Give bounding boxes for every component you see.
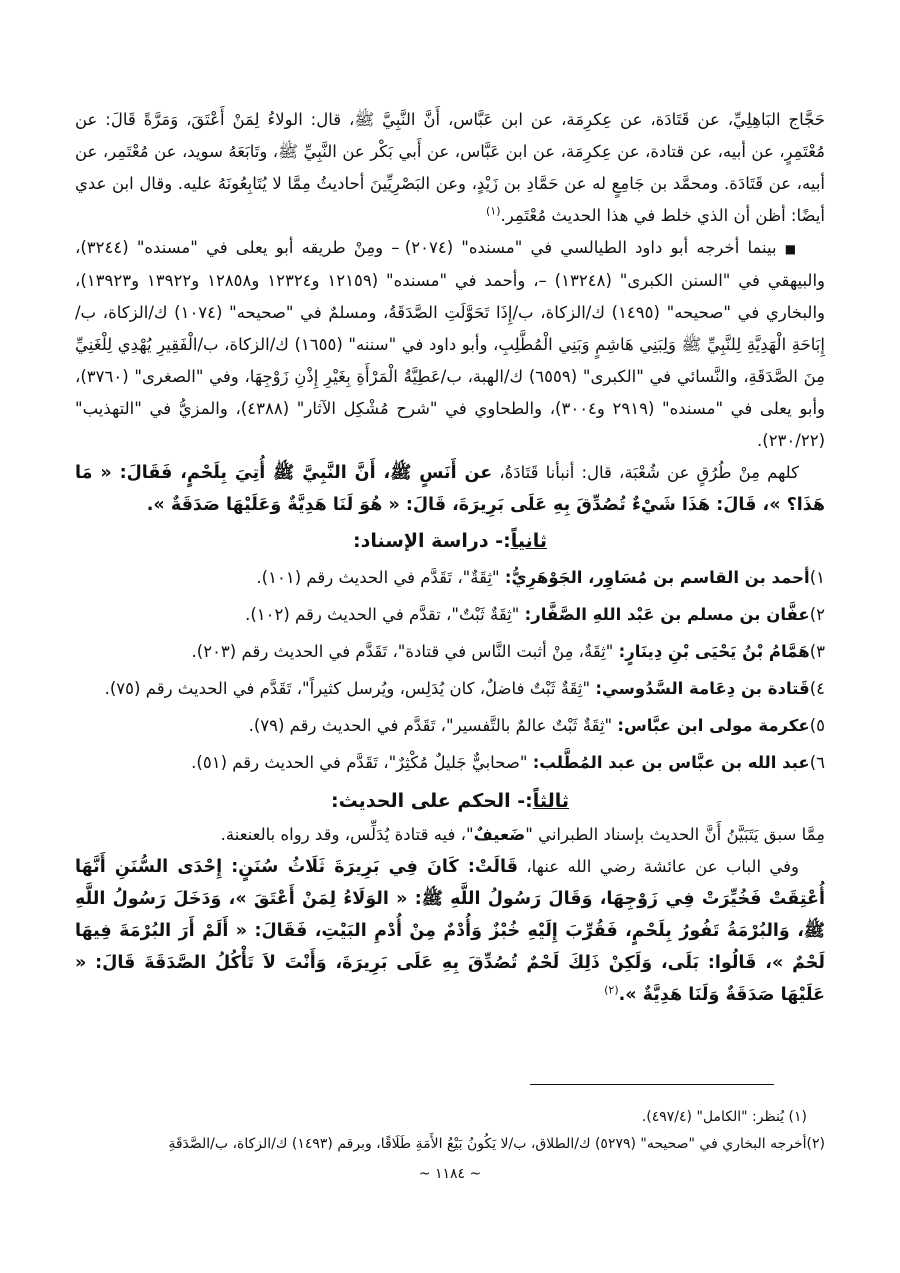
section-label: ثالثاً	[532, 790, 570, 812]
narrator-name: عفَّان بن مسلم بن عَبْد اللهِ الصَّفَّار:	[524, 605, 810, 624]
paragraph-hadith-anas	[75, 457, 825, 521]
narrator-name: قَتادة بن دِعَامة السَّدُوسي:	[595, 679, 810, 698]
list-item	[75, 744, 825, 781]
narrator-name: عكرمة مولى ابن عبَّاس:	[617, 716, 810, 735]
paragraph-text: بينما أخرجه أبو داود الطيالسي في "مسنده" (٢٠٧٤) – ومِنْ طريقه أبو يعلى في "مسنده" (٣٢٤٤)، والبيهقي في "السنن الكبرى" (١٣٢٤٨) –، وأحمد في "مسنده" (١٢١٥٩ و١٢٣٢٤ و١٢٨٥٨ و١٣٩٢٢ و١٣٩٢٣)، والبخاري في "صحيحه" (١٤٩٥) ك/الزكاة، ب/إِذَا تَحَوَّلَتِ الصَّدَقَةُ، ومسلمٌ في "صحيحه" (١٠٧٤) ك/الزكاة، ب/إِبَاحَةِ الْهَدِيَّةِ لِلنَّبِيِّ ﷺ وَلِبَنِي هَاشِمٍ وَبَنِي الْمُطَّلِبِ، وأبو داود في "سننه" (١٦٥٥) ك/الزكاة، ب/الْفَقِيرِ يُهْدِي لِلْغَنِيِّ مِنَ الصَّدَقَةِ، والنَّسائي في "الكبرى" (٦٥٥٩) ك/الهبة، ب/عَطِيَّةُ الْمَرْأَةِ بِغَيْرِ إِذْنِ زَوْجِهَا، وفي "الصغرى" (٣٧٦٠)، وأبو يعلى في "مسنده" (٢٩١٩ و٣٠٠٤)، والطحاوي في "شرح مُشْكِل الآثار" (٤٣٨٨)، والمزيُّ في "التهذيب" (٢٣٠/٢٢).	[75, 238, 826, 450]
item-number: ١)	[809, 568, 825, 587]
list-item	[75, 596, 825, 633]
item-number: ٤)	[809, 679, 825, 698]
narrator-grade: "ثِقَةٌ ثَبْتٌ فاضلٌ، كان يُدَلِس، ويُرسل كثيراً"، تَقَدَّم في الحديث رقم (٧٥).	[104, 679, 596, 698]
section-label: ثانياً	[510, 530, 547, 552]
section-heading-isnad	[75, 523, 825, 559]
paragraph-takhrij	[75, 232, 825, 457]
paragraph-text: حَجَّاج البَاهِلِيِّ، عن قَتَادَة، عن عِكرِمَة، عن ابن عَبَّاس، أَنَّ النَّبِيَّ ﷺ، قال: الولاءُ لِمَنْ أَعْتَقَ، وَمَرَّةً قَالَ: عن مُعْتَمِرٍ، عن أبيه، عن قتادة، عن عِكرِمَة، عن ابن عَبَّاس، عن أَبي بَكْر عن النَّبِيِّ ﷺ، وتَابَعَهُ سويد، عن مُعْتَمِر، عن أبيه، عن قَتَادَة. ومحمَّد بن جَامِعٍ له عن حَمَّادِ بن زَيْدٍ، وعن البَصْرِيِّينَ أحاديثُ مِمَّا لا يُتَابِعُونَهُ عليه. وقال ابن عدي أيضًا: أظن أن الذي خلط في هذا الحديث مُعْتَمِر.	[75, 110, 825, 225]
paragraph-text: "، فيه قتادة يُدَلِّس، وقد رواه بالعنعنة.	[220, 825, 474, 844]
footnote-2: (٢)أخرجه البخاري في "صحيحه" (٥٢٧٩) ك/الطلاق، ب/لا يَكُونُ بَيْعُ الأَمَةِ طَلَاقًا، وبرقم (١٤٩٣) ك/الزكاة، ب/الصَّدَقَةِ	[168, 1136, 825, 1152]
paragraph-text: مِمَّا سبق يَتَبَيَّنُ أَنَّ الحديث بإسناد الطبراني "	[525, 825, 825, 844]
item-number: ٦)	[809, 753, 825, 772]
list-item	[75, 707, 825, 744]
list-item	[75, 670, 825, 707]
paragraph-text: وفي الباب عن عائشة رضي الله عنها،	[517, 857, 799, 876]
paragraph-ruling	[75, 819, 825, 851]
footnote-ref-1: (١)	[485, 204, 501, 218]
narrator-name: عبد الله بن عبَّاس بن عبد المُطَّلب:	[532, 753, 810, 772]
list-item	[75, 633, 825, 670]
hadith-text: قَالَتْ: كَانَ فِي بَرِيرَةَ ثَلَاثُ سُنَنٍ: إِحْدَى السُّنَنِ أَنَّهَا أُعْتِقَتْ فَخُيِّرَتْ فِي زَوْجِهَا، وَقَالَ رَسُولُ اللَّهِ ﷺ: « الوَلَاءُ لِمَنْ أَعْتَقَ »، وَدَخَلَ رَسُولُ اللَّهِ ﷺ، وَالبُرْمَةُ تَفُورُ بِلَحْمٍ، فَقُرِّبَ إِلَيْهِ خُبْزٌ وَأُدْمٌ مِنْ أُدْمِ البَيْتِ، فَقَالَ: « أَلَمْ أَرَ البُرْمَةَ فِيهَا لَحْمٌ »، قَالُوا: بَلَى، وَلَكِنْ ذَلِكَ لَحْمٌ تُصُدِّقَ بِهِ عَلَى بَرِيرَةَ، وَأَنْتَ لاَ تَأْكُلُ الصَّدَقَةَ قَالَ: « عَلَيْهَا صَدَقَةٌ وَلَنَا هَدِيَّةٌ ».	[75, 857, 825, 1005]
section-title: :- دراسة الإسناد:	[352, 530, 511, 552]
page-body	[75, 104, 825, 1011]
footnote-divider	[530, 1084, 774, 1085]
narrator-grade: "ثِقَةٌ، مِنْ أثبت النَّاس في قتادة"، تَقَدَّم في الحديث رقم (٢٠٣).	[191, 642, 619, 661]
paragraph-text: كلهم مِنْ طُرُقٍ عن شُعْبَة، قال: أنبأنا قَتَادَةُ،	[492, 463, 799, 482]
hadith-text: عن أَنَسٍ ﷺ، أَنَّ النَّبِيَّ ﷺ أُتِيَ بِلَحْمٍ، فَقَالَ: « مَا هَذَا؟ »، قَالَ: هَذَا شَيْءٌ تُصُدِّقَ بِهِ عَلَى بَرِيرَةَ، قَالَ: « هُوَ لَنَا هَدِيَّةٌ وَعَلَيْهَا صَدَقَةٌ ».	[75, 463, 825, 515]
footnotes	[75, 1104, 825, 1158]
footnote-1: (١) يُنظر: "الكامل" (٤٩٧/٤).	[641, 1109, 807, 1125]
narrator-grade: "ثِقَةٌ"، تَقَدَّم في الحديث رقم (١٠١).	[256, 568, 505, 587]
bullet-square-icon: ■	[784, 242, 799, 256]
list-item	[75, 559, 825, 596]
item-number: ٢)	[809, 605, 825, 624]
narrator-grade: "صحابيٌّ جَليلٌ مُكْثِرٌ"، تَقَدَّم في الحديث رقم (٥١).	[191, 753, 533, 772]
paragraph-aisha	[75, 851, 825, 1011]
narrator-name: هَمَّامُ بْنُ يَحْيَى بْنِ دِينَارٍ:	[618, 642, 810, 661]
paragraph-ibn-adi	[75, 104, 825, 232]
item-number: ٥)	[809, 716, 825, 735]
page-number: ~ ١١٨٤ ~	[418, 1166, 482, 1182]
narrator-grade: "ثِقَةٌ ثَبْتٌ"، تقدَّم في الحديث رقم (١٠٢).	[245, 605, 525, 624]
narrator-grade: "ثِقَةٌ ثَبْتٌ عالمٌ بالتَّفسير"، تَقَدَّم في الحديث رقم (٧٩).	[248, 716, 618, 735]
item-number: ٣)	[809, 642, 825, 661]
footnote-ref-2: (٢)	[604, 983, 619, 997]
narrator-name: أحمد بن القاسم بن مُسَاوِر، الجَوْهَرِيُّ:	[504, 568, 810, 587]
section-title: :- الحكم على الحديث:	[330, 790, 533, 812]
section-heading-ruling	[75, 783, 825, 819]
narrators-list	[75, 559, 825, 781]
ruling-grade: ضَعيفٌ	[473, 825, 526, 844]
